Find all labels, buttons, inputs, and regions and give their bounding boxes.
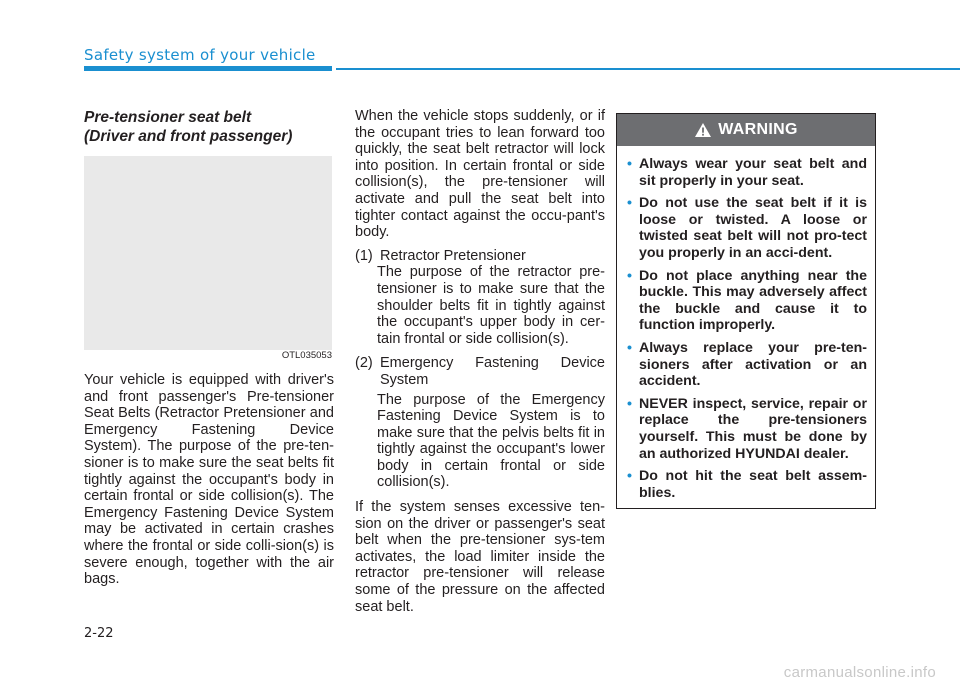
warning-item [627,396,867,462]
bullet-icon: • [627,156,632,172]
image-code: OTL035053 [281,350,332,362]
bullet-icon: • [627,395,632,412]
item-2-heading [355,355,605,372]
item-1-heading [355,248,605,265]
illustration-image [84,156,332,362]
warning-item-text: Do not place anything near the buckle. This may adversely affect the buckle and cause it to function improperly. [639,267,867,334]
bullet-icon: • [627,267,632,284]
heading-line-1: Pre-tensioner seat belt [84,109,252,126]
warning-box [616,113,876,509]
warning-item-text: Do not use the seat belt if it is loose or twisted. A loose or twisted seat belt will not pro-tect you properly in an acci-dent. [639,195,867,261]
load-limiter-paragraph: If the system senses excessive ten-sion on the driver or passenger's seat belt when the pre-tensioner sys-tem activates, the load limiter inside the retractor pre-tensioner will release some of the pressure on the affected seat belt. [355,499,605,615]
bullet-icon: • [627,195,632,212]
item-2-body: The purpose of the Emergency Fastening Device System is to make sure that the pelvis belts fit in tightly against the occupant's lower body in certain frontal or side collision(s). [377,391,605,491]
warning-item [627,156,867,189]
heading-line-2: (Driver and front passenger) [84,128,293,145]
intro-paragraph: Your vehicle is equipped with driver's and front passenger's Pre-tensioner Seat Belts (Retractor Pretensioner and Emergency Fastening Device System). The purpose of the pre-ten-sioner is to make sure the seat belts fit tightly against the occupant's body in certain frontal or side collision(s). The Emergency Fastening Device System may be activated in certain crashes where the frontal or side colli-sion(s) is severe enough, together with the air bags. [84,372,334,588]
middle-column [355,108,605,622]
warning-item-text: Always wear your seat belt and sit properly in your seat. [639,156,867,189]
item-2-title: Emergency Fastening Device [380,355,605,372]
warning-item-text: Always replace your pre-ten-sioners after activation or an accident. [639,339,867,390]
warning-title: WARNING [718,121,798,138]
warning-triangle-icon [694,122,712,138]
warning-item [627,468,867,501]
left-column [84,108,334,595]
item-1-number: (1) [355,247,373,264]
section-heading [84,108,334,146]
bullet-icon: • [627,339,632,356]
item-1-title: Retractor Pretensioner [380,247,526,264]
header-rule-thin [336,68,960,70]
item-2-number: (2) [355,355,373,372]
warning-list [617,146,875,501]
warning-item [627,268,867,334]
warning-item-text: NEVER inspect, service, repair or replace the pre-tensioners yourself. This must be done by an authorized HYUNDAI dealer. [639,395,867,462]
lock-paragraph: When the vehicle stops suddenly, or if the occupant tries to lean forward too quickly, the seat belt retractor will lock into position. In certain frontal or side collision(s), the pre-tensioner will activate and pull the seat belt into tighter contact against the occu-pant's body. [355,108,605,241]
section-title: Safety system of your vehicle [84,46,316,64]
warning-item [627,195,867,261]
header-rule-thick [84,66,332,71]
bullet-icon: • [627,468,632,485]
item-1-body: The purpose of the retractor pre-tensioner is to make sure that the shoulder belts fit in tightly against the occupant's upper body in cer-tain frontal or side collision(s). [377,264,605,347]
watermark: carmanualsonline.info [783,664,936,681]
page-number: 2-22 [84,626,114,641]
item-2-title-continued: System [380,371,429,388]
warning-header [617,114,875,146]
warning-item [627,340,867,390]
warning-item-text: Do not hit the seat belt assem-blies. [639,468,867,501]
